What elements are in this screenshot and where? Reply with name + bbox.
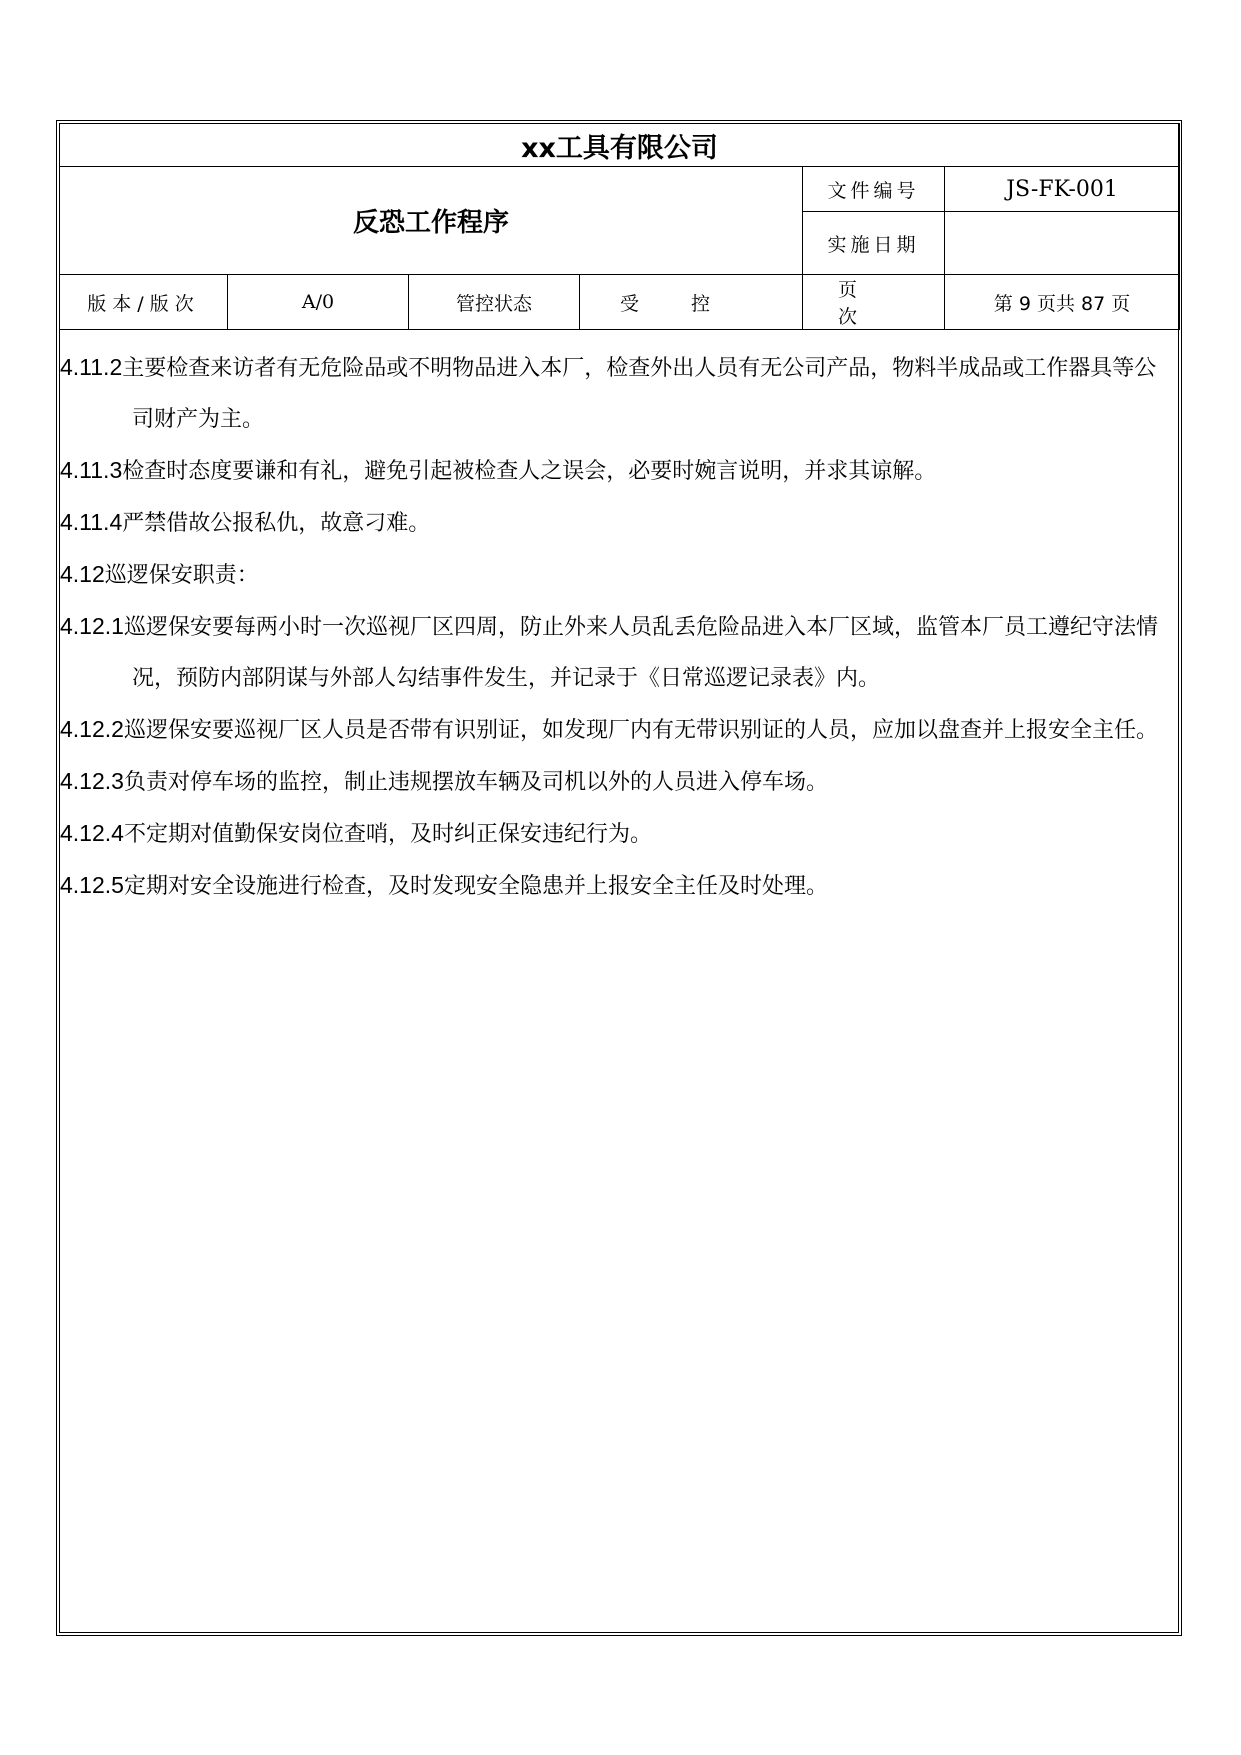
clause-number: 4.11.4 [60,509,123,535]
clause-text: 负责对停车场的监控，制止违规摆放车辆及司机以外的人员进入停车场。 [123,770,828,795]
clause-number: 4.11.3 [60,457,123,483]
paragraph [60,704,1176,756]
clause-number: 4.11.2 [60,354,123,380]
clause-text: 巡逻保安职责： [104,563,259,588]
page-label: 页次 [803,275,945,330]
effective-date-label: 实施日期 [803,212,945,275]
version-value: A/0 [228,275,409,330]
paragraph [60,342,1176,445]
paragraph [60,549,1176,601]
clause-text: 主要检查来访者有无危险品或不明物品进入本厂，检查外出人员有无公司产品，物料半成品或工作器具等公司财产为主。 [122,356,1157,432]
document-header-table [59,123,1180,330]
document-title: 反恐工作程序 [60,167,803,275]
clause-number: 4.12.3 [60,768,124,794]
clause-number: 4.12.5 [60,872,124,898]
clause-text: 定期对安全设施进行检查，及时发现安全隐患并上报安全主任及时处理。 [123,874,828,899]
clause-text: 巡逻保安要巡视厂区人员是否带有识别证，如发现厂内有无带识别证的人员，应加以盘查并上报安全主任。 [123,718,1158,743]
control-status-label: 管控状态 [409,275,580,330]
page-value: 第 9 页共 87 页 [945,275,1180,330]
clause-text: 严禁借故公报私仇，故意刁难。 [122,511,431,536]
clause-text: 不定期对值勤保安岗位查哨，及时纠正保安违纪行为。 [123,822,652,847]
paragraph [60,497,1176,549]
doc-number-value: JS-FK-001 [945,167,1180,212]
document-body [60,342,1176,912]
clause-text: 检查时态度要谦和有礼，避免引起被检查人之误会，必要时婉言说明，并求其谅解。 [122,459,937,484]
paragraph [60,808,1176,860]
clause-text: 巡逻保安要每两小时一次巡视厂区四周，防止外来人员乱丢危险品进入本厂区域，监管本厂员工遵纪守法情况，预防内部阴谋与外部人勾结事件发生，并记录于《日常巡逻记录表》内。 [123,615,1158,691]
version-label: 版本/版次 [60,275,228,330]
effective-date-value [945,212,1180,275]
doc-number-label: 文件编号 [803,167,945,212]
paragraph [60,445,1176,497]
clause-number: 4.12.1 [60,613,124,639]
clause-number: 4.12 [60,561,105,587]
clause-number: 4.12.2 [60,716,124,742]
paragraph [60,601,1176,704]
clause-number: 4.12.4 [60,820,124,846]
company-name: xx工具有限公司 [60,124,1180,167]
paragraph [60,756,1176,808]
control-status-value: 受控 [580,275,803,330]
paragraph [60,860,1176,912]
